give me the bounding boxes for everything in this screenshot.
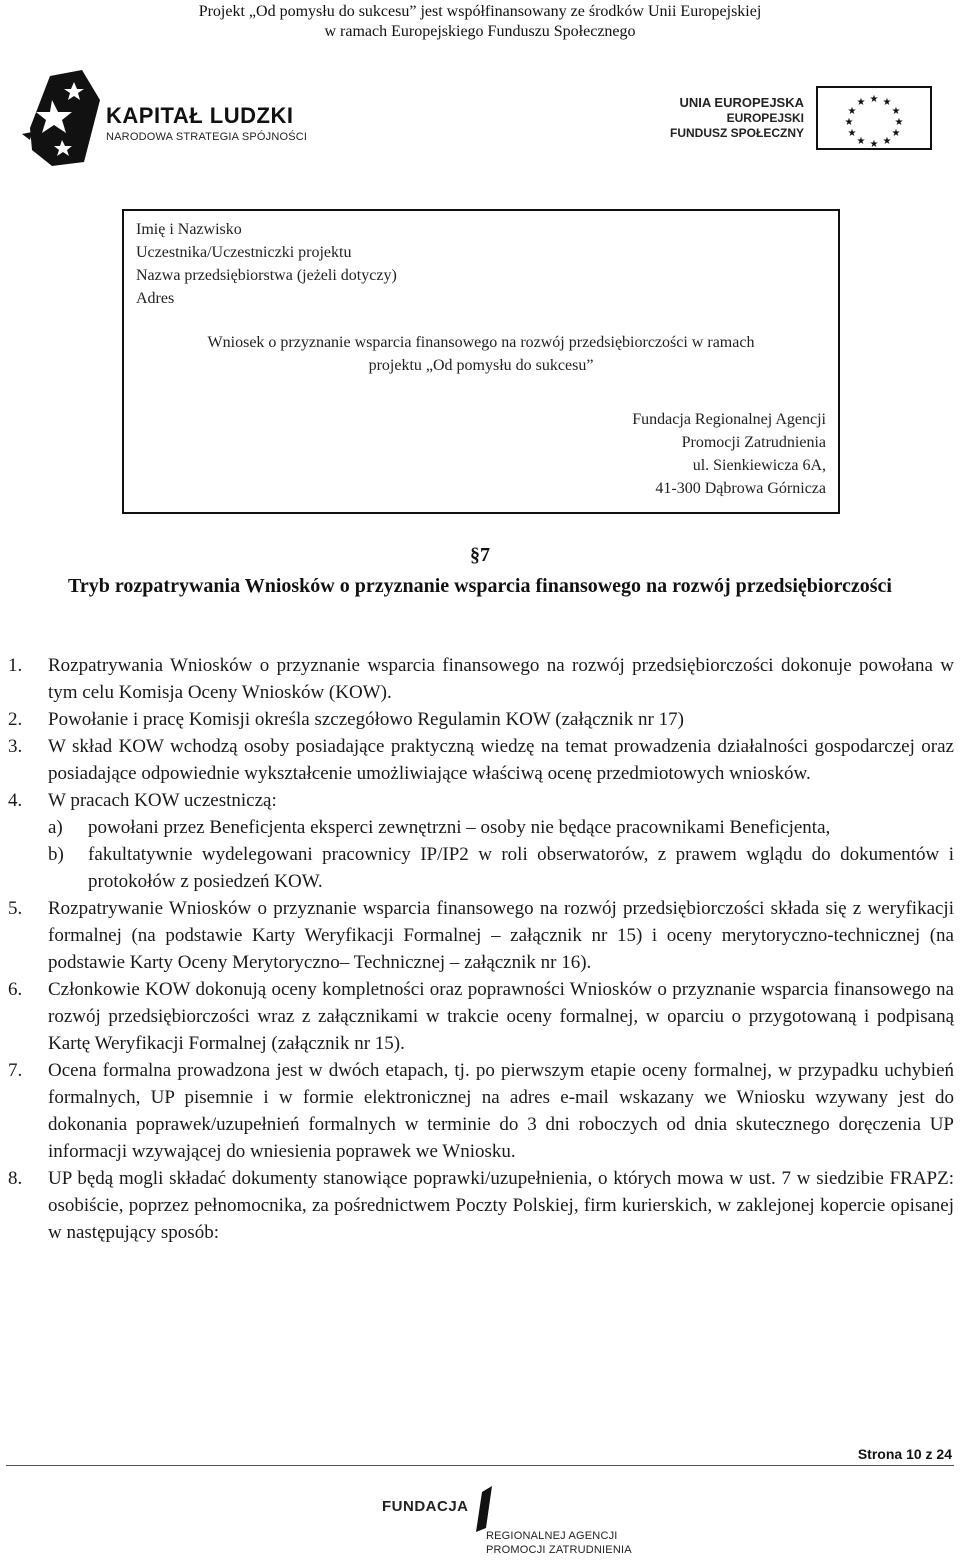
eu-logo-line3: FUNDUSZ SPOŁECZNY xyxy=(669,126,804,140)
item-number: 2. xyxy=(8,709,23,730)
item-number: 7. xyxy=(8,1060,23,1081)
item-text: Ocena formalna prowadzona jest w dwóch etapach, tj. po pierwszym etapie oceny formalnej, w przypadku uchybień formalnych, UP pisemnie i w formie elektronicznej na adres e-mail wskazany we Wniosku wzywany jest do dokonania poprawek/uzupełnień formalnych w terminie do 3 dni roboczych od dnia skutecznego doręczenia UP informacji wzywającej do wniesienia poprawek we Wniosku. xyxy=(48,1060,954,1162)
sub-item-letter: a) xyxy=(48,817,63,838)
svg-text:★: ★ xyxy=(869,94,879,105)
regulation-list xyxy=(8,652,954,1246)
item-number: 8. xyxy=(8,1168,23,1189)
list-item xyxy=(8,787,954,895)
header-cofinancing-line1: Projekt „Od pomysłu do sukcesu” jest współfinansowany ze środków Unii Europejskiej xyxy=(198,3,762,20)
frapz-logo-mark-icon xyxy=(474,1484,494,1534)
svg-text:★: ★ xyxy=(882,136,892,147)
item-text: W skład KOW wchodzą osoby posiadające praktyczną wiedzę na temat prowadzenia działalności gospodarczej oraz posiadające odpowiednie wykształcenie umożliwiające właściwą ocenę przedmiotowych wniosków. xyxy=(48,736,954,784)
item-text: Rozpatrywania Wniosków o przyznanie wsparcia finansowego na rozwój przedsiębiorczości dokonuje powołana w tym celu Komisja Oceny Wniosków (KOW). xyxy=(48,655,954,703)
eu-logo-line1: UNIA EUROPEJSKA xyxy=(679,95,804,110)
sub-item-text: fakultatywnie wydelegowani pracownicy IP/IP2 w roli obserwatorów, z prawem wglądu do dokumentów i protokołów z posiedzeń KOW. xyxy=(88,844,954,892)
kapital-ludzki-subtitle: NARODOWA STRATEGIA SPÓJNOŚCI xyxy=(106,131,308,143)
item-text: W pracach KOW uczestniczą: xyxy=(48,790,277,811)
header-cofinancing-line2: w ramach Europejskiego Funduszu Społecznego xyxy=(324,23,636,40)
kapital-ludzki-title: KAPITAŁ LUDZKI xyxy=(106,103,294,128)
item-text: Członkowie KOW dokonują oceny kompletności oraz poprawności Wniosków o przyznanie wsparcia finansowego na rozwój przedsiębiorczości wraz z załącznikami w trakcie oceny formalnej, w oparciu o przygotowaną i podpisaną Kartę Weryfikacji Formalnej (załącznik nr 15). xyxy=(48,979,954,1054)
svg-text:★: ★ xyxy=(856,97,866,108)
sub-item xyxy=(8,814,954,841)
svg-text:★: ★ xyxy=(891,106,901,117)
subject-line2: projektu „Od pomysłu do sukcesu” xyxy=(368,357,594,374)
footer-divider xyxy=(6,1465,954,1466)
svg-text:★: ★ xyxy=(847,128,857,139)
frapz-logo-line2: REGIONALNEJ AGENCJI xyxy=(486,1530,618,1542)
list-item xyxy=(8,1165,954,1246)
svg-text:★: ★ xyxy=(882,97,892,108)
recipient-line4: 41-300 Dąbrowa Górnicza xyxy=(655,480,826,497)
item-number: 5. xyxy=(8,898,23,919)
item-number: 6. xyxy=(8,979,23,1000)
applicant-name-label: Imię i Nazwisko xyxy=(136,221,242,238)
eu-logo-line2: EUROPEJSKI xyxy=(726,111,804,125)
page-number: Strona 10 z 24 xyxy=(857,1446,952,1462)
svg-text:★: ★ xyxy=(891,128,901,139)
item-text: Rozpatrywanie Wniosków o przyznanie wsparcia finansowego na rozwój przedsiębiorczości składa się z weryfikacji formalnej (na podstawie Karty Weryfikacji Formalnej – załącznik nr 15) i oceny merytoryczno-technicznej (na podstawie Karty Oceny Merytoryczno– Technicznej – załącznik nr 16). xyxy=(48,898,954,973)
list-item xyxy=(8,706,954,733)
section-number: §7 xyxy=(470,544,490,566)
recipient-line1: Fundacja Regionalnej Agencji xyxy=(632,411,826,428)
svg-text:★: ★ xyxy=(869,139,879,150)
subject-line1: Wniosek o przyznanie wsparcia finansowego na rozwój przedsiębiorczości w ramach xyxy=(207,334,755,351)
svg-text:★: ★ xyxy=(856,136,866,147)
company-name-label: Nazwa przedsiębiorstwa (jeżeli dotyczy) xyxy=(136,267,397,284)
item-text: Powołanie i pracę Komisji określa szczegółowo Regulamin KOW (załącznik nr 17) xyxy=(48,709,684,730)
item-number: 4. xyxy=(8,790,23,811)
item-number: 1. xyxy=(8,655,23,676)
sub-item-letter: b) xyxy=(48,844,64,865)
frapz-logo-line1: FUNDACJA xyxy=(382,1498,469,1515)
svg-text:★: ★ xyxy=(894,117,904,128)
list-item xyxy=(8,1057,954,1165)
svg-text:★: ★ xyxy=(844,117,854,128)
sub-item-text: powołani przez Beneficjenta eksperci zewnętrzni – osoby nie będące pracownikami Beneficjenta, xyxy=(88,817,831,838)
recipient-line2: Promocji Zatrudnienia xyxy=(681,434,826,451)
list-item xyxy=(8,652,954,706)
svg-text:★: ★ xyxy=(847,106,857,117)
applicant-role-label: Uczestnika/Uczestniczki projektu xyxy=(136,244,352,261)
sub-item xyxy=(8,841,954,895)
item-number: 3. xyxy=(8,736,23,757)
recipient-line3: ul. Sienkiewicza 6A, xyxy=(692,457,826,474)
list-item xyxy=(8,895,954,976)
list-item xyxy=(8,733,954,787)
item-text: UP będą mogli składać dokumenty stanowiące poprawki/uzupełnienia, o których mowa w ust. 7 w siedzibie FRAPZ: osobiście, poprzez pełnomocnika, za pośrednictwem Poczty Polskiej, firm kurierskich, w zaklejonej kopercie opisanej w następujący sposób: xyxy=(48,1168,954,1243)
list-item xyxy=(8,976,954,1057)
address-label: Adres xyxy=(136,290,175,307)
eu-flag-icon xyxy=(816,86,932,150)
section-title: Tryb rozpatrywania Wniosków o przyznanie wsparcia finansowego na rozwój przedsiębiorczości xyxy=(68,575,892,597)
frapz-logo-line3: PROMOCJI ZATRUDNIENIA xyxy=(486,1544,632,1556)
